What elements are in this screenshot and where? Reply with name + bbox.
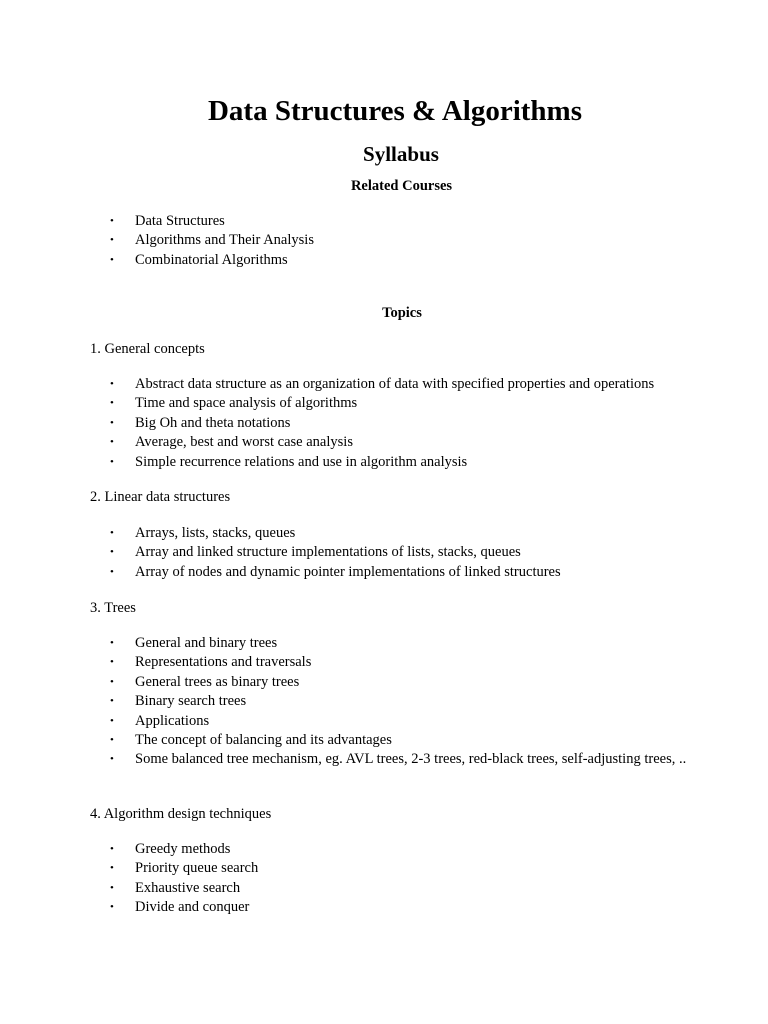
bullet-icon: • — [110, 546, 114, 559]
topic-item: The concept of balancing and its advantages — [135, 732, 392, 749]
section-list — [110, 634, 710, 770]
list-item — [110, 840, 710, 859]
section-list — [110, 375, 710, 472]
bullet-icon: • — [110, 753, 114, 766]
list-item — [110, 879, 710, 898]
section-title: 4. Algorithm design techniques — [90, 806, 272, 822]
document-subtitle: Syllabus — [363, 142, 439, 166]
section-list — [110, 840, 710, 918]
topics-heading: Topics — [382, 305, 422, 321]
topic-item: Binary search trees — [135, 693, 247, 710]
bullet-icon: • — [110, 397, 114, 410]
list-item — [110, 692, 710, 711]
bullet-icon: • — [110, 901, 114, 914]
list-item — [110, 634, 710, 653]
bullet-icon: • — [110, 862, 114, 875]
bullet-icon: • — [110, 881, 114, 894]
bullet-icon: • — [110, 234, 114, 247]
list-item — [110, 859, 710, 878]
bullet-icon: • — [110, 527, 114, 539]
related-course: Data Structures — [135, 213, 225, 229]
list-item — [110, 898, 710, 917]
section-title: 2. Linear data structures — [90, 489, 231, 505]
bullet-icon: • — [110, 215, 114, 227]
list-item — [110, 212, 710, 231]
topic-item: Simple recurrence relations and use in algorithm analysis — [135, 453, 468, 470]
topic-item: Representations and traversals — [135, 654, 312, 671]
topic-item: Priority queue search — [135, 860, 259, 877]
topic-item: Some balanced tree mechanism, eg. AVL trees, 2-3 trees, red-black trees, self-adjusting trees, .. — [135, 751, 687, 768]
list-item — [110, 394, 710, 413]
list-item — [110, 251, 710, 270]
bullet-icon: • — [110, 695, 114, 708]
topic-item: Average, best and worst case analysis — [135, 434, 353, 451]
list-item — [110, 731, 710, 750]
topic-item: Abstract data structure as an organization of data with specified properties and operations — [135, 376, 655, 392]
bullet-icon: • — [110, 656, 114, 669]
topic-item: Time and space analysis of algorithms — [135, 395, 358, 412]
list-item — [110, 712, 710, 731]
list-item — [110, 414, 710, 433]
list-item — [110, 453, 710, 472]
topic-item: General and binary trees — [135, 635, 278, 651]
bullet-icon: • — [110, 637, 114, 649]
section-title: 3. Trees — [90, 600, 136, 616]
topic-item: General trees as binary trees — [135, 673, 300, 690]
list-item — [110, 653, 710, 672]
bullet-icon: • — [110, 253, 114, 266]
section-title: 1. General concepts — [90, 341, 205, 357]
list-item — [110, 750, 710, 769]
list-item — [110, 433, 710, 452]
topic-item: Divide and conquer — [135, 899, 250, 916]
related-course: Algorithms and Their Analysis — [135, 232, 314, 249]
bullet-icon: • — [110, 843, 114, 855]
list-item — [110, 563, 710, 582]
bullet-icon: • — [110, 734, 114, 747]
topic-item: Big Oh and theta notations — [135, 414, 291, 431]
bullet-icon: • — [110, 436, 114, 449]
list-item — [110, 543, 710, 562]
related-course: Combinatorial Algorithms — [135, 251, 288, 268]
related-courses-heading: Related Courses — [350, 178, 453, 194]
topic-item: Array and linked structure implementations of lists, stacks, queues — [135, 544, 521, 561]
list-item — [110, 231, 710, 250]
section-list — [110, 524, 710, 582]
bullet-icon: • — [110, 565, 114, 578]
bullet-icon: • — [110, 455, 114, 468]
topic-item: Exhaustive search — [135, 879, 241, 896]
bullet-icon: • — [110, 378, 114, 390]
list-item — [110, 524, 710, 543]
list-item — [110, 375, 710, 394]
bullet-icon: • — [110, 675, 114, 688]
topic-item: Arrays, lists, stacks, queues — [135, 525, 296, 541]
topic-item: Applications — [135, 712, 210, 729]
bullet-icon: • — [110, 714, 114, 727]
list-item — [110, 673, 710, 692]
topic-item: Array of nodes and dynamic pointer implementations of linked structures — [135, 563, 561, 580]
bullet-icon: • — [110, 416, 114, 429]
related-courses-list — [110, 212, 710, 270]
document-title: Data Structures & Algorithms — [207, 95, 582, 127]
topic-item: Greedy methods — [135, 841, 231, 857]
